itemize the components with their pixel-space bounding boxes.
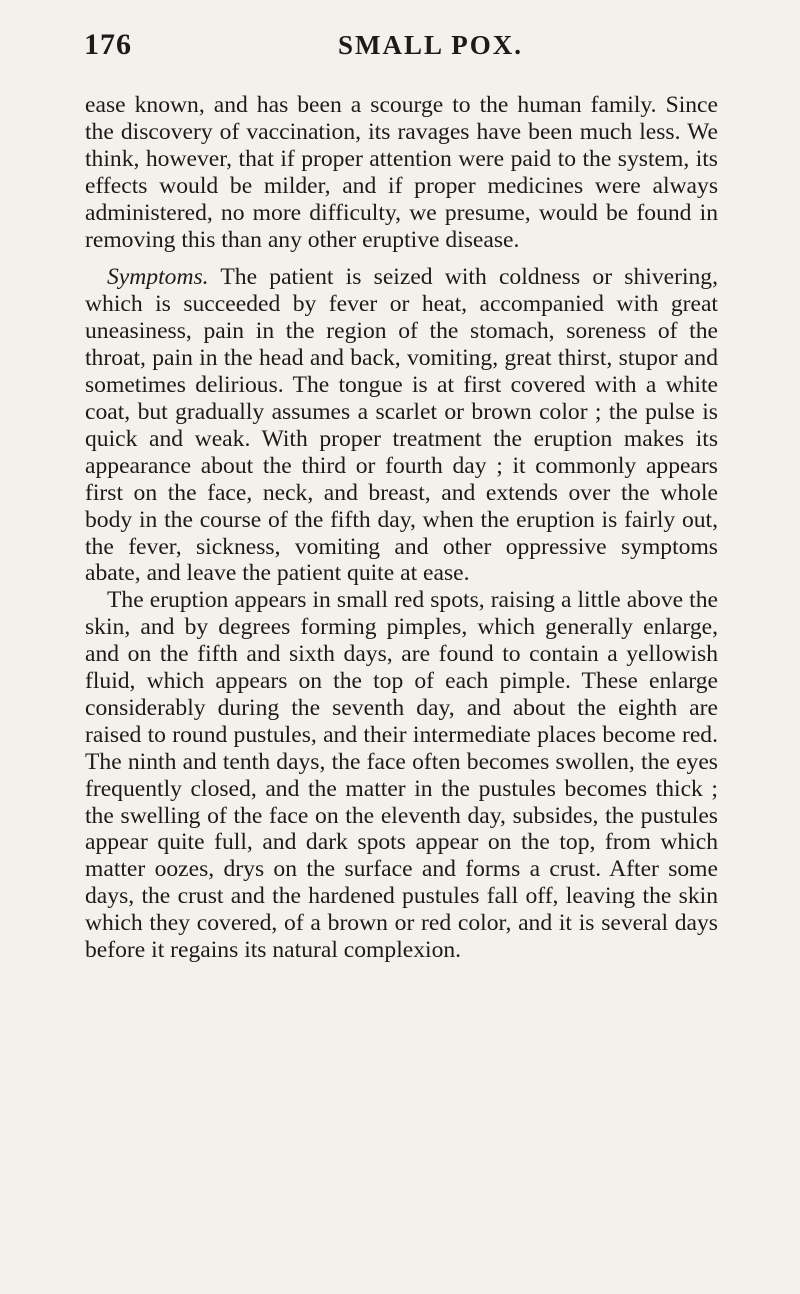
page-number: 176 xyxy=(84,28,132,61)
running-head: SMALL POX. xyxy=(338,30,524,60)
paragraph-eruption: The eruption appears in small red spots, raising a little above the skin, and by degrees forming pimples, which generally enlarge, and on the fifth and sixth days, are found to contain a yellowish fluid, which appears on the top of each pimple. These enlarge considerably during the seventh day, and about the eighth are raised to round pustules, and their intermediate places become red. The ninth and tenth days, the face often becomes swollen, the eyes frequently closed, and the matter in the pustules becomes thick ; the swelling of the face on the eleventh day, subsides, the pustules appear quite full, and dark spots appear on the top, from which matter oozes, drys on the surface and forms a crust. After some days, the crust and the hardened pustules fall off, leaving the skin which they covered, of a brown or red color, and it is several days before it regains its natural complexion. xyxy=(85,587,718,964)
symptoms-heading: Symptoms. xyxy=(107,264,209,291)
symptoms-text: The patient is seized with coldness or shivering, which is succeeded by fever or heat, accompanied with great uneasiness, pain in the region of the stomach, soreness of the throat, pain in the head and back, vomiting, great thirst, stupor and sometimes delirious. The tongue is at first covered with a white coat, but gradually assumes a scarlet or brown color ; the pulse is quick and weak. With proper treatment the eruption makes its appearance about the third or fourth day ; it commonly appears first on the face, neck, and breast, and extends over the whole body in the course of the fifth day, when the eruption is fairly out, the fever, sickness, vomiting and other oppressive symptoms abate, and leave the patient quite at ease. xyxy=(85,264,718,587)
paragraph-intro: ease known, and has been a scourge to the human family. Since the discovery of vaccination, its ravages have been much less. We think, however, that if proper attention were paid to the system, its effects would be milder, and if proper medicines were always administered, no more difficulty, we presume, would be found in removing this than any other eruptive disease. xyxy=(85,92,718,253)
paragraph-symptoms xyxy=(85,264,718,587)
body-text xyxy=(85,92,718,964)
page-header xyxy=(84,28,718,68)
